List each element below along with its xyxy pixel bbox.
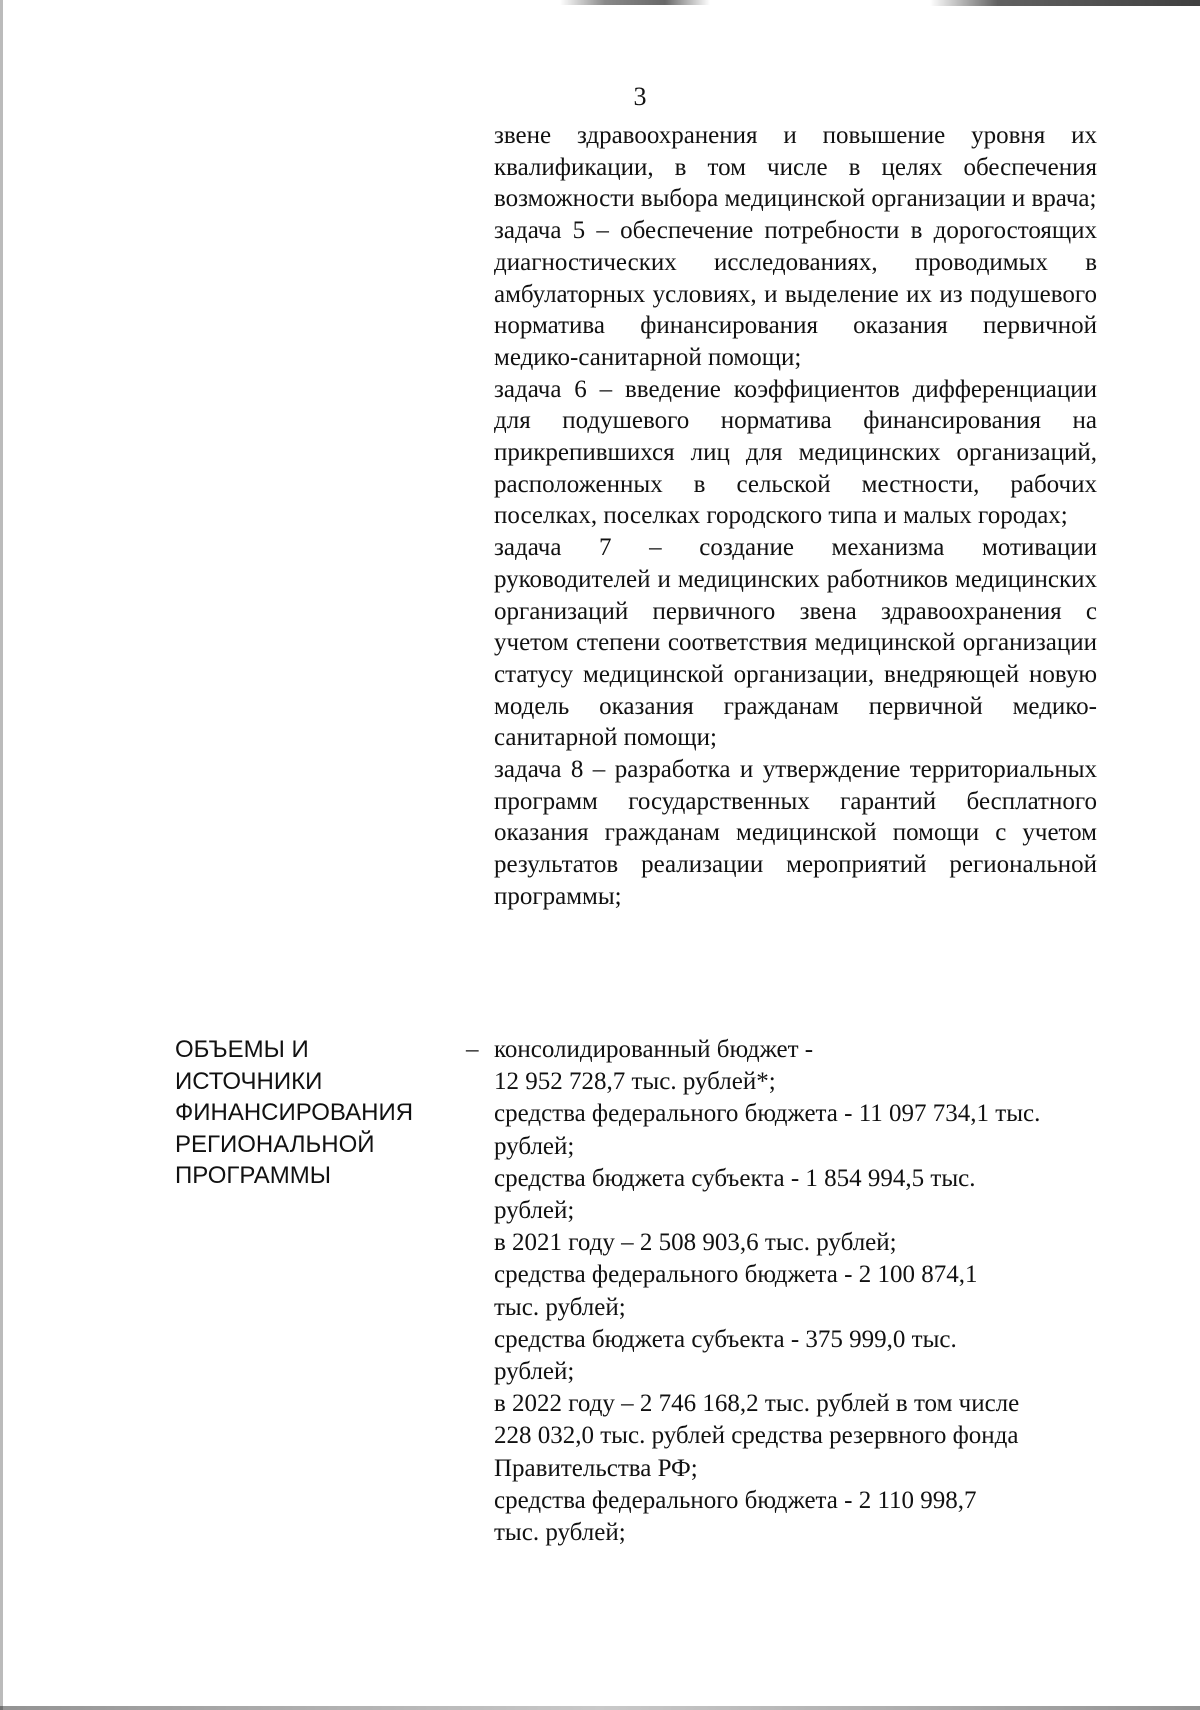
financing-line: тыс. рублей; <box>494 1519 626 1547</box>
financing-line: 12 952 728,7 тыс. рублей*; <box>494 1068 776 1096</box>
financing-line: средства бюджета субъекта - 1 854 994,5 тыс. <box>494 1164 976 1192</box>
scan-artifact-top-right <box>930 0 1200 6</box>
financing-line: рублей; <box>494 1197 575 1225</box>
financing-label-line: РЕГИОНАЛЬНОЙ <box>175 1130 375 1158</box>
financing-section-label <box>175 1034 465 1192</box>
financing-label-line: ОБЪЕМЫ И <box>175 1036 309 1063</box>
task-paragraph: задача 7 – создание механизма мотивации руководителей и медицинских работников медицинских организаций первичного звена здравоохранения с учетом степени соответствия медицинской организации статусу медицинской организации, внедряющей новую модель оказания гражданам первичной медико-санитарной помощи; <box>494 534 1097 752</box>
tasks-column <box>494 120 1097 913</box>
scan-artifact-bottom-edge <box>0 1706 1200 1710</box>
financing-line: средства федерального бюджета - 2 100 874,1 <box>494 1261 978 1289</box>
task-paragraph: задача 5 – обеспечение потребности в дорогостоящих диагностических исследованиях, проводимых в амбулаторных условиях, и выделение их из подушевого норматива финансирования оказания первичной медико-санитарной помощи; <box>494 217 1097 371</box>
financing-line: Правительства РФ; <box>494 1454 698 1482</box>
financing-line: средства федерального бюджета - 2 110 998,7 <box>494 1486 977 1514</box>
financing-line: рублей; <box>494 1358 575 1386</box>
task-paragraph: задача 6 – введение коэффициентов дифференциации для подушевого норматива финансирования на прикрепившихся лиц для медицинских организаций, расположенных в сельской местности, рабочих поселках, поселках городского типа и малых городах; <box>494 375 1097 530</box>
financing-line: в 2021 году – 2 508 903,6 тыс. рублей; <box>494 1229 897 1257</box>
financing-line: тыс. рублей; <box>494 1293 626 1321</box>
financing-line: средства федерального бюджета - 11 097 734,1 тыс. <box>494 1100 1041 1128</box>
task-paragraph: задача 8 – разработка и утверждение территориальных программ государственных гарантий бесплатного оказания гражданам медицинской помощи с учетом результатов реализации мероприятий региональной программы; <box>494 756 1097 910</box>
financing-line: средства бюджета субъекта - 375 999,0 тыс. <box>494 1325 957 1353</box>
financing-line: 228 032,0 тыс. рублей средства резервного фонда <box>494 1422 1019 1450</box>
task-paragraph: звене здравоохранения и повышение уровня их квалификации, в том числе в целях обеспечения возможности выбора медицинской организации и врача; <box>494 122 1097 213</box>
scan-artifact-top-left <box>560 0 710 5</box>
financing-line: консолидированный бюджет - <box>494 1036 814 1063</box>
financing-details <box>494 1034 1114 1549</box>
financing-line: рублей; <box>494 1132 575 1160</box>
financing-label-line: ФИНАНСИРОВАНИЯ <box>175 1099 414 1126</box>
financing-label-line: ИСТОЧНИКИ <box>175 1067 323 1095</box>
financing-dash: – <box>466 1036 479 1063</box>
financing-label-line: ПРОГРАММЫ <box>175 1162 332 1189</box>
scan-artifact-left-edge <box>0 0 3 1710</box>
page-number: 3 <box>633 82 647 111</box>
financing-line: в 2022 году – 2 746 168,2 тыс. рублей в том числе <box>494 1390 1020 1418</box>
